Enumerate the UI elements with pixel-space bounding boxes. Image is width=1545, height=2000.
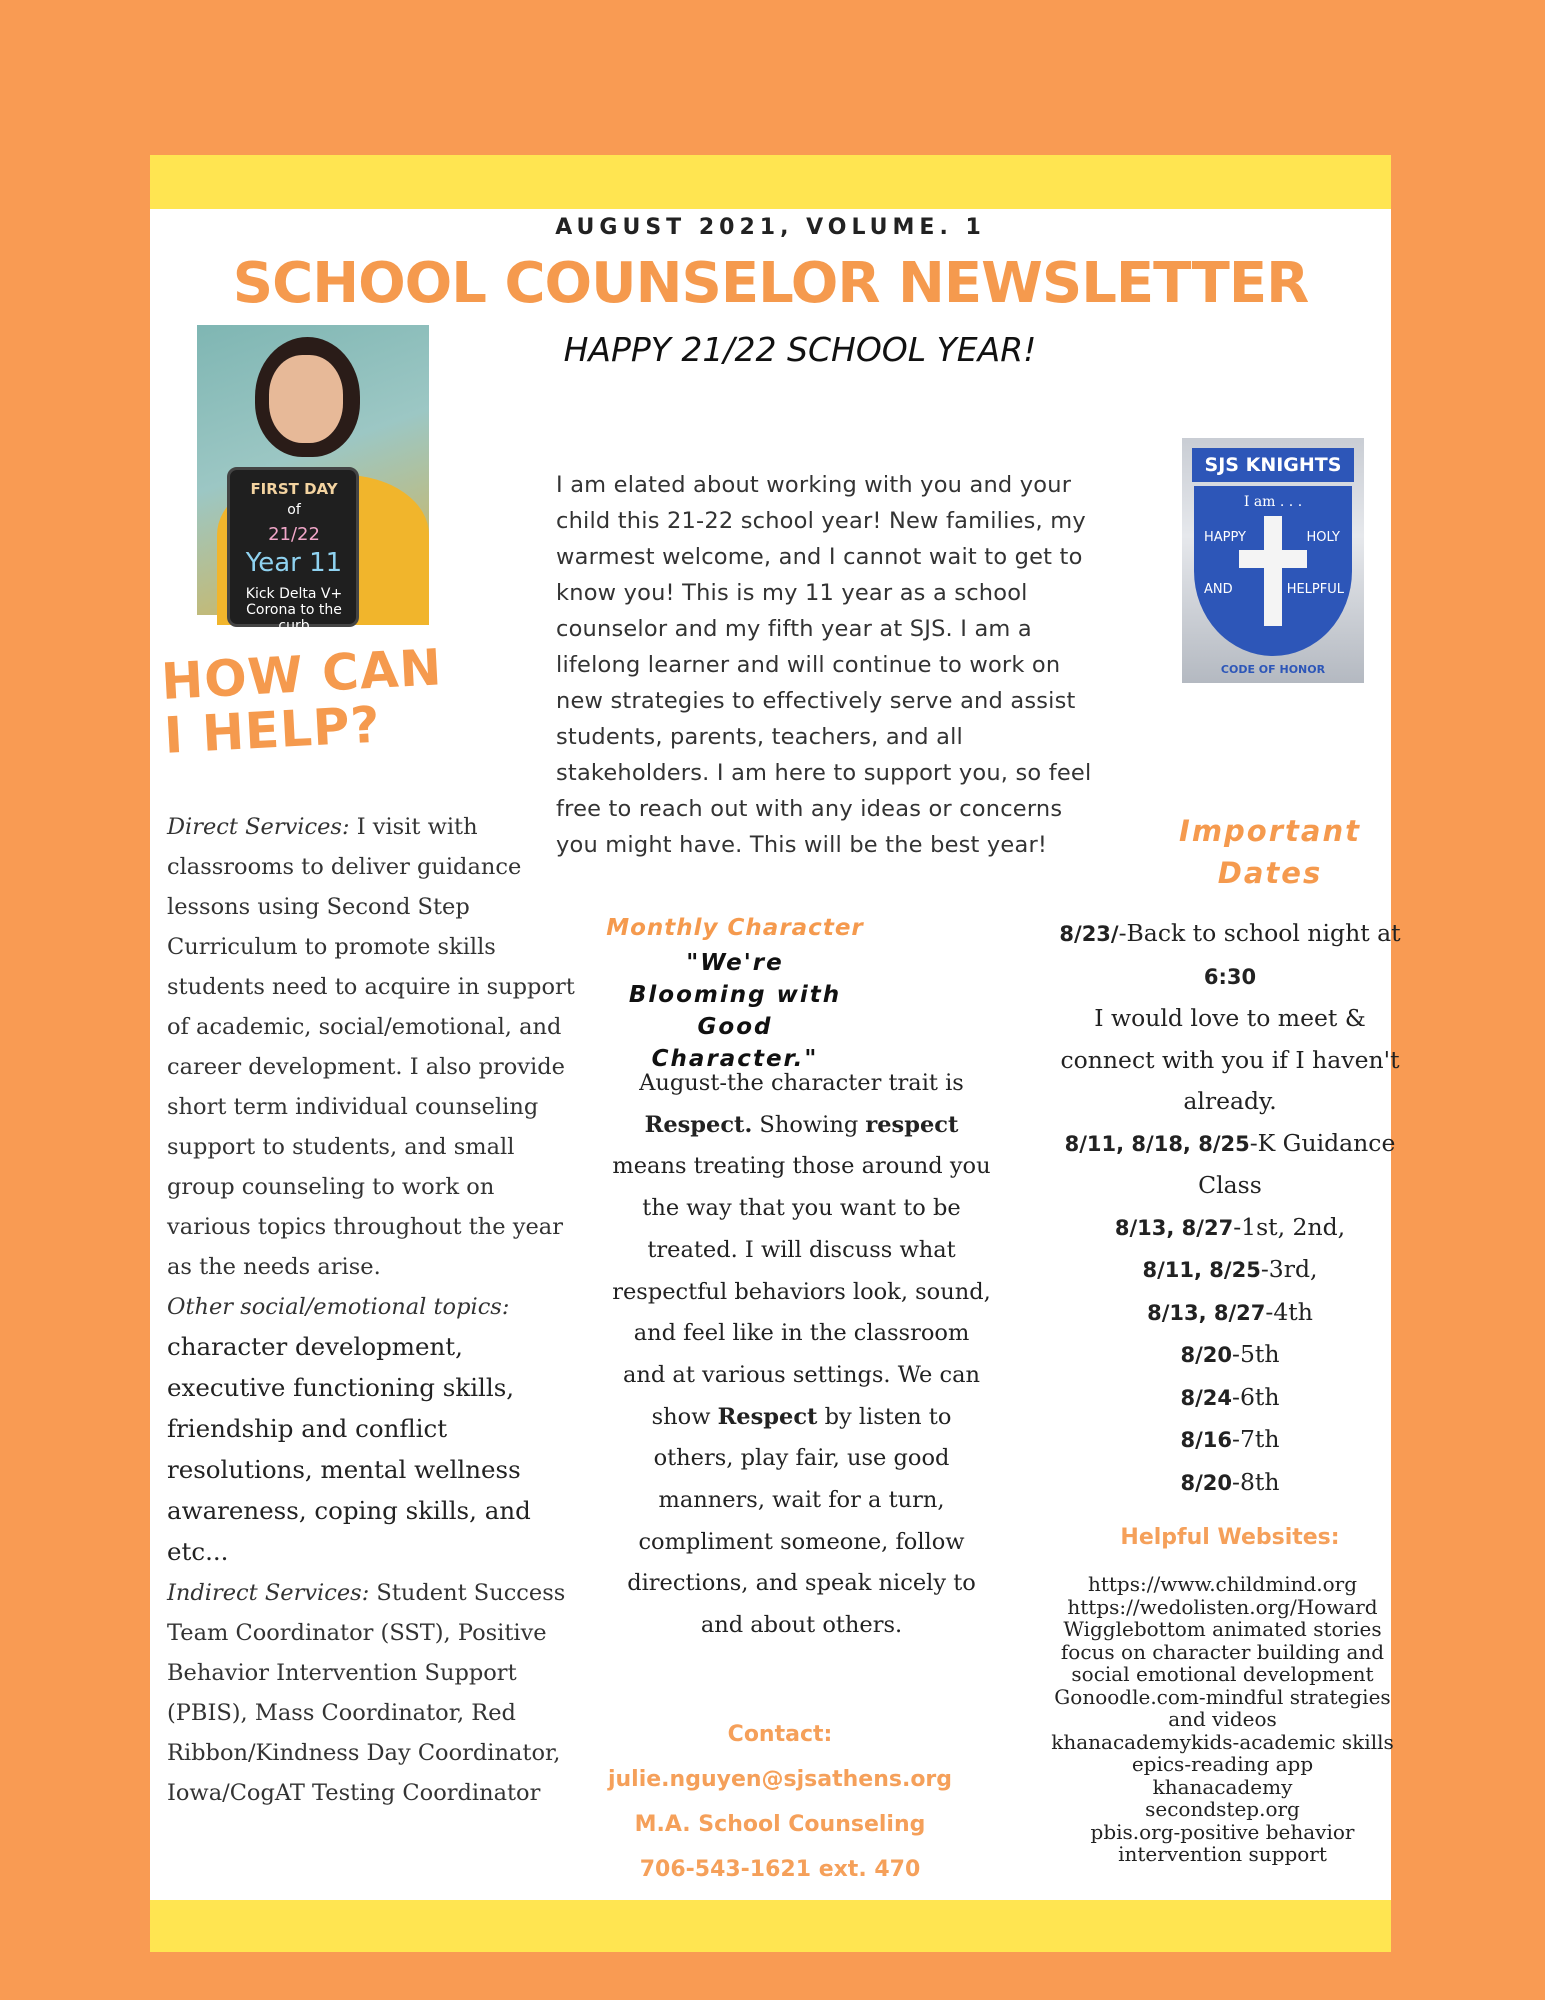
website-item[interactable]: epics-reading app [1131, 1752, 1314, 1776]
date-item [1050, 1334, 1410, 1377]
website-item[interactable]: https://www.childmind.org [1087, 1572, 1358, 1596]
monthly-character-quote: "We're Blooming with Good Character." [628, 950, 842, 1072]
other-label: Other social/emotional topics: [167, 1294, 510, 1320]
respect-text: means treating those around you the way that you want to be treated. I will discuss what respectful behaviors look, sound, and feel like in the classroom and at various settings. We can show [612, 1153, 991, 1430]
respect-bold: respect [865, 1111, 959, 1138]
contact-block [580, 1712, 980, 1892]
date-item [1050, 1249, 1410, 1292]
direct-text: I visit with classrooms to deliver guidance lessons using Second Step Curriculum to promote skills students need to acquire in support of academic, social/emotional, and career development. I also provide short term individual counseling support to students, and small group counseling to work on various topics throughout the year as the needs arise. [167, 814, 575, 1280]
contact-label: Contact: [727, 1722, 833, 1747]
date-text: -K Guidance Class [1198, 1128, 1396, 1199]
website-item[interactable]: khanacademy [1152, 1774, 1293, 1799]
volume-line: AUGUST 2021, VOLUME. 1 [555, 215, 986, 240]
date-item [1050, 1207, 1410, 1250]
date-text: -6th [1232, 1382, 1280, 1411]
website-item[interactable]: pbis.org-positive behavior intervention support [1090, 1819, 1355, 1866]
date-item [1050, 913, 1410, 998]
newsletter-title: SCHOOL COUNSELOR NEWSLETTER [232, 251, 1309, 316]
cross-icon [1264, 516, 1282, 626]
top-band [150, 155, 1391, 209]
badge-word: HELPFUL [1286, 582, 1344, 597]
date-bold: 8/11, 8/25 [1142, 1258, 1261, 1282]
date-bold: 8/20 [1180, 1343, 1233, 1367]
board-line: Kick Delta V+ Corona to the curb [245, 586, 343, 634]
date-text: -4th [1265, 1297, 1313, 1326]
first-day-board [227, 467, 359, 634]
date-bold: 6:30 [1203, 964, 1257, 989]
date-item [1050, 1292, 1410, 1335]
date-item [1050, 1419, 1410, 1462]
direct-label: Direct Services: [167, 814, 350, 840]
help-heading: HOW CAN I HELP? [159, 638, 444, 765]
shield-icon [1194, 486, 1352, 656]
date-text: -1st, 2nd, [1233, 1212, 1346, 1241]
contact-phone[interactable]: 706-543-1621 ext. 470 [639, 1857, 921, 1882]
board-line: Year 11 [245, 548, 343, 578]
respect-bold: Respect [717, 1403, 818, 1430]
date-text: -8th [1232, 1467, 1280, 1496]
counselor-photo [197, 325, 429, 634]
date-text: -Back to school night at [1118, 919, 1401, 947]
newsletter-page [150, 155, 1401, 1952]
badge-word: AND [1204, 582, 1233, 597]
date-bold: 8/23/ [1059, 922, 1119, 946]
important-dates-title: Important Dates [1179, 814, 1361, 890]
date-bold: 8/24 [1180, 1385, 1233, 1410]
date-item [1050, 1462, 1410, 1505]
date-text: -3rd, [1260, 1255, 1318, 1283]
badge-banner: SJS KNIGHTS [1192, 448, 1354, 482]
cross-icon [1239, 550, 1307, 568]
badge-iam: I am . . . [1243, 494, 1303, 510]
contact-degree: M.A. School Counseling [634, 1812, 926, 1837]
date-bold: 8/20 [1180, 1470, 1233, 1495]
date-bold: 8/16 [1180, 1428, 1233, 1452]
newsletter-subtitle: HAPPY 21/22 SCHOOL YEAR! [563, 330, 1037, 369]
date-bold: 8/13, 8/27 [1114, 1215, 1234, 1240]
website-item[interactable]: secondstep.org [1145, 1797, 1300, 1821]
bottom-band [150, 1900, 1391, 1952]
respect-text: by listen to others, play fair, use good manners, wait for a turn, compliment someone, follow directions, and speak nicely to and about others. [627, 1403, 976, 1639]
date-note: I would love to meet & connect with you if I haven't already. [1060, 1004, 1400, 1115]
website-item[interactable]: Gonoodle.com-mindful strategies and videos [1054, 1684, 1391, 1731]
date-bold: 8/11, 8/18, 8/25 [1064, 1131, 1250, 1156]
sjs-knights-badge [1182, 438, 1364, 683]
website-item[interactable]: https://wedolisten.org/Howard Wigglebottom animated stories focus on character building and social emotional development [1060, 1594, 1385, 1686]
badge-honor: CODE OF HONOR [1220, 663, 1326, 676]
services-text [167, 807, 577, 1813]
website-item[interactable]: khanacademykids-academic skills [1051, 1729, 1394, 1754]
badge-word: HAPPY [1204, 530, 1247, 545]
websites-title: Helpful Websites: [1120, 1525, 1340, 1550]
contact-email[interactable]: julie.nguyen@sjsathens.org [607, 1767, 953, 1792]
respect-bold: Respect. [644, 1111, 753, 1138]
date-bold: 8/13, 8/27 [1147, 1300, 1266, 1325]
important-dates-list [1050, 913, 1410, 1504]
respect-text: Showing [752, 1111, 866, 1138]
respect-text: August-the character trait is [639, 1070, 964, 1096]
monthly-character-label: Monthly Character [606, 915, 864, 941]
other-text: character development, executive functioning skills, friendship and conflict resolutions, mental wellness awareness, coping skills, and etc... [167, 1332, 531, 1566]
indirect-text: Student Success Team Coordinator (SST), Positive Behavior Intervention Support (PBIS), Mass Coordinator, Red Ribbon/Kindness Day Coordinator, Iowa/CogAT Testing Coordinator [167, 1580, 566, 1806]
photo-face [269, 355, 343, 443]
indirect-label: Indirect Services: [167, 1580, 370, 1606]
intro-paragraph: I am elated about working with you and your child this 21-22 school year! New families, my warmest welcome, and I cannot wait to get to know you! This is my 11 year as a school counselor and my fifth year at SJS. I am a lifelong learner and will continue to work on new strategies to effectively serve and assist students, parents, teachers, and all stakeholders. I am here to support you, so feel free to reach out with any ideas or concerns you might have. This will be the best year! [556, 472, 1092, 858]
date-text: -5th [1232, 1340, 1280, 1368]
date-item [1050, 1377, 1410, 1420]
board-line: FIRST DAY [250, 480, 338, 498]
board-line: 21/22 [268, 524, 320, 545]
date-text: -7th [1232, 1425, 1280, 1453]
badge-word: HOLY [1306, 530, 1340, 545]
board-line: of [287, 502, 301, 518]
date-item [1050, 1123, 1410, 1207]
respect-paragraph [610, 1063, 993, 1647]
websites-list [1050, 1573, 1395, 1866]
